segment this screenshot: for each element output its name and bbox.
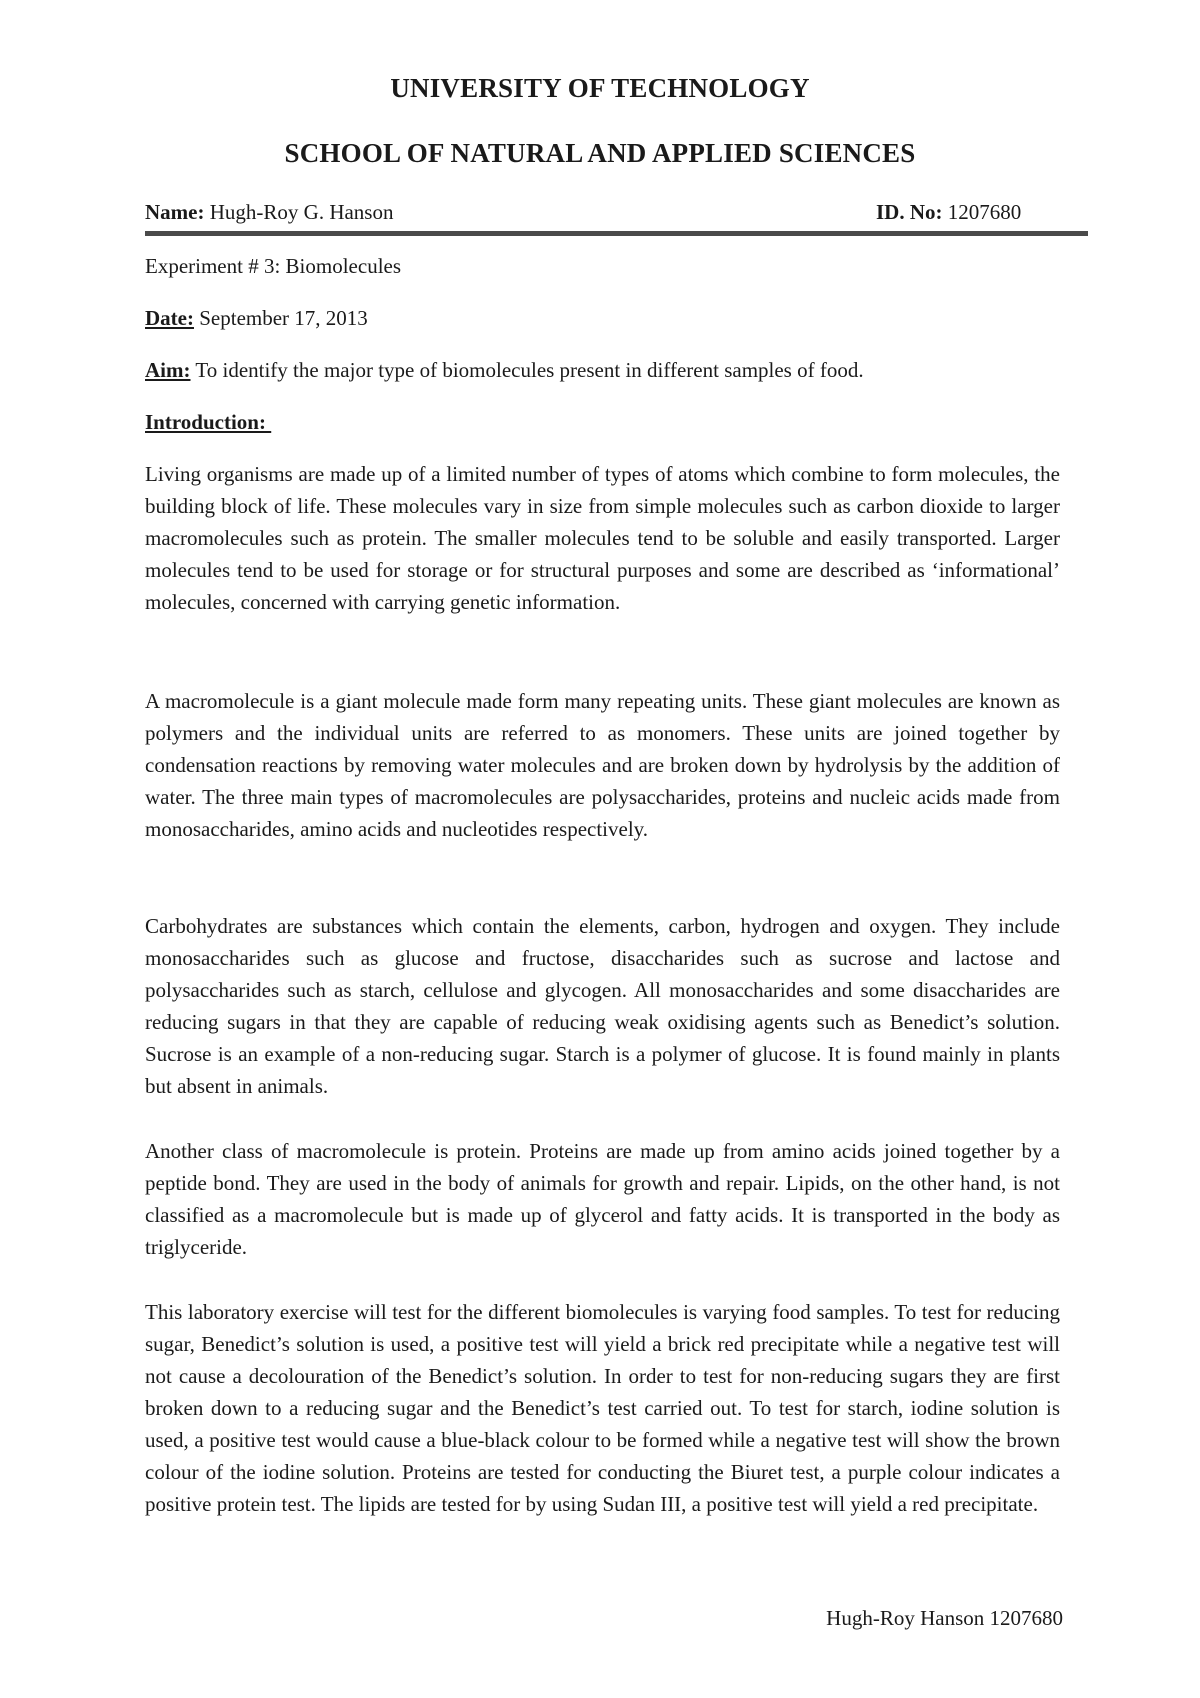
university-title: UNIVERSITY OF TECHNOLOGY [390,73,810,103]
aim-label: Aim: [145,358,191,382]
student-id [876,200,1021,225]
paragraph-4: Another class of macromolecule is protein. Proteins are made up from amino acids joined together by a peptide bond. They are used in the body of animals for growth and repair. Lipids, on the other hand, is not classified as a macromolecule but is made up of glycerol and fatty acids. It is transported in the body as triglyceride. [145,1139,1060,1259]
paragraph-3: Carbohydrates are substances which contain the elements, carbon, hydrogen and oxygen. They include monosaccharides such as glucose and fructose, disaccharides such as sucrose and lactose and polysaccharides such as starch, cellulose and glycogen. All monosaccharides and some disaccharides are reducing sugars in that they are capable of reducing weak oxidising agents such as Benedict’s solution. Sucrose is an example of a non-reducing sugar. Starch is a polymer of glucose. It is found mainly in plants but absent in animals. [145,914,1060,1098]
aim-line [145,358,864,383]
id-value: 1207680 [942,200,1022,224]
student-info-line [145,200,1088,230]
date-line [145,306,368,331]
id-label: ID. No: [876,200,943,224]
name-label: Name: [145,200,205,224]
paragraph-5: This laboratory exercise will test for the different biomolecules is varying food samples. To test for reducing sugar, Benedict’s solution is used, a positive test will yield a brick red precipitate while a negative test will not cause a decolouration of the Benedict’s solution. In order to test for non-reducing sugars they are first broken down to a reducing sugar and the Benedict’s test carried out. To test for starch, iodine solution is used, a positive test would cause a blue-black colour to be formed while a negative test will show the brown colour of the iodine solution. Proteins are tested for conducting the Biuret test, a purple colour indicates a positive protein test. The lipids are tested for by using Sudan III, a positive test will yield a red precipitate. [145,1300,1060,1516]
aim-value: To identify the major type of biomolecules present in different samples of food. [190,358,864,382]
introduction-heading: Introduction: [145,410,272,434]
date-label: Date: [145,306,194,330]
paragraph-1: Living organisms are made up of a limited number of types of atoms which combine to form molecules, the building block of life. These molecules vary in size from simple molecules such as carbon dioxide to larger macromolecules such as protein. The smaller molecules tend to be soluble and easily transported. Larger molecules tend to be used for storage or for structural purposes and some are described as ‘informational’ molecules, concerned with carrying genetic information. [145,462,1060,614]
footer-signature: Hugh-Roy Hanson 1207680 [826,1606,1063,1630]
school-title: SCHOOL OF NATURAL AND APPLIED SCIENCES [284,138,916,168]
experiment-title: Experiment # 3: Biomolecules [145,254,402,278]
student-name [145,200,393,225]
header-divider [145,231,1088,236]
name-value: Hugh-Roy G. Hanson [204,200,394,224]
paragraph-2: A macromolecule is a giant molecule made form many repeating units. These giant molecules are known as polymers and the individual units are referred to as monomers. These units are joined together by condensation reactions by removing water molecules and are broken down by hydrolysis by the addition of water. The three main types of macromolecules are polysaccharides, proteins and nucleic acids made from monosaccharides, amino acids and nucleotides respectively. [145,689,1060,841]
date-value: September 17, 2013 [193,306,368,330]
